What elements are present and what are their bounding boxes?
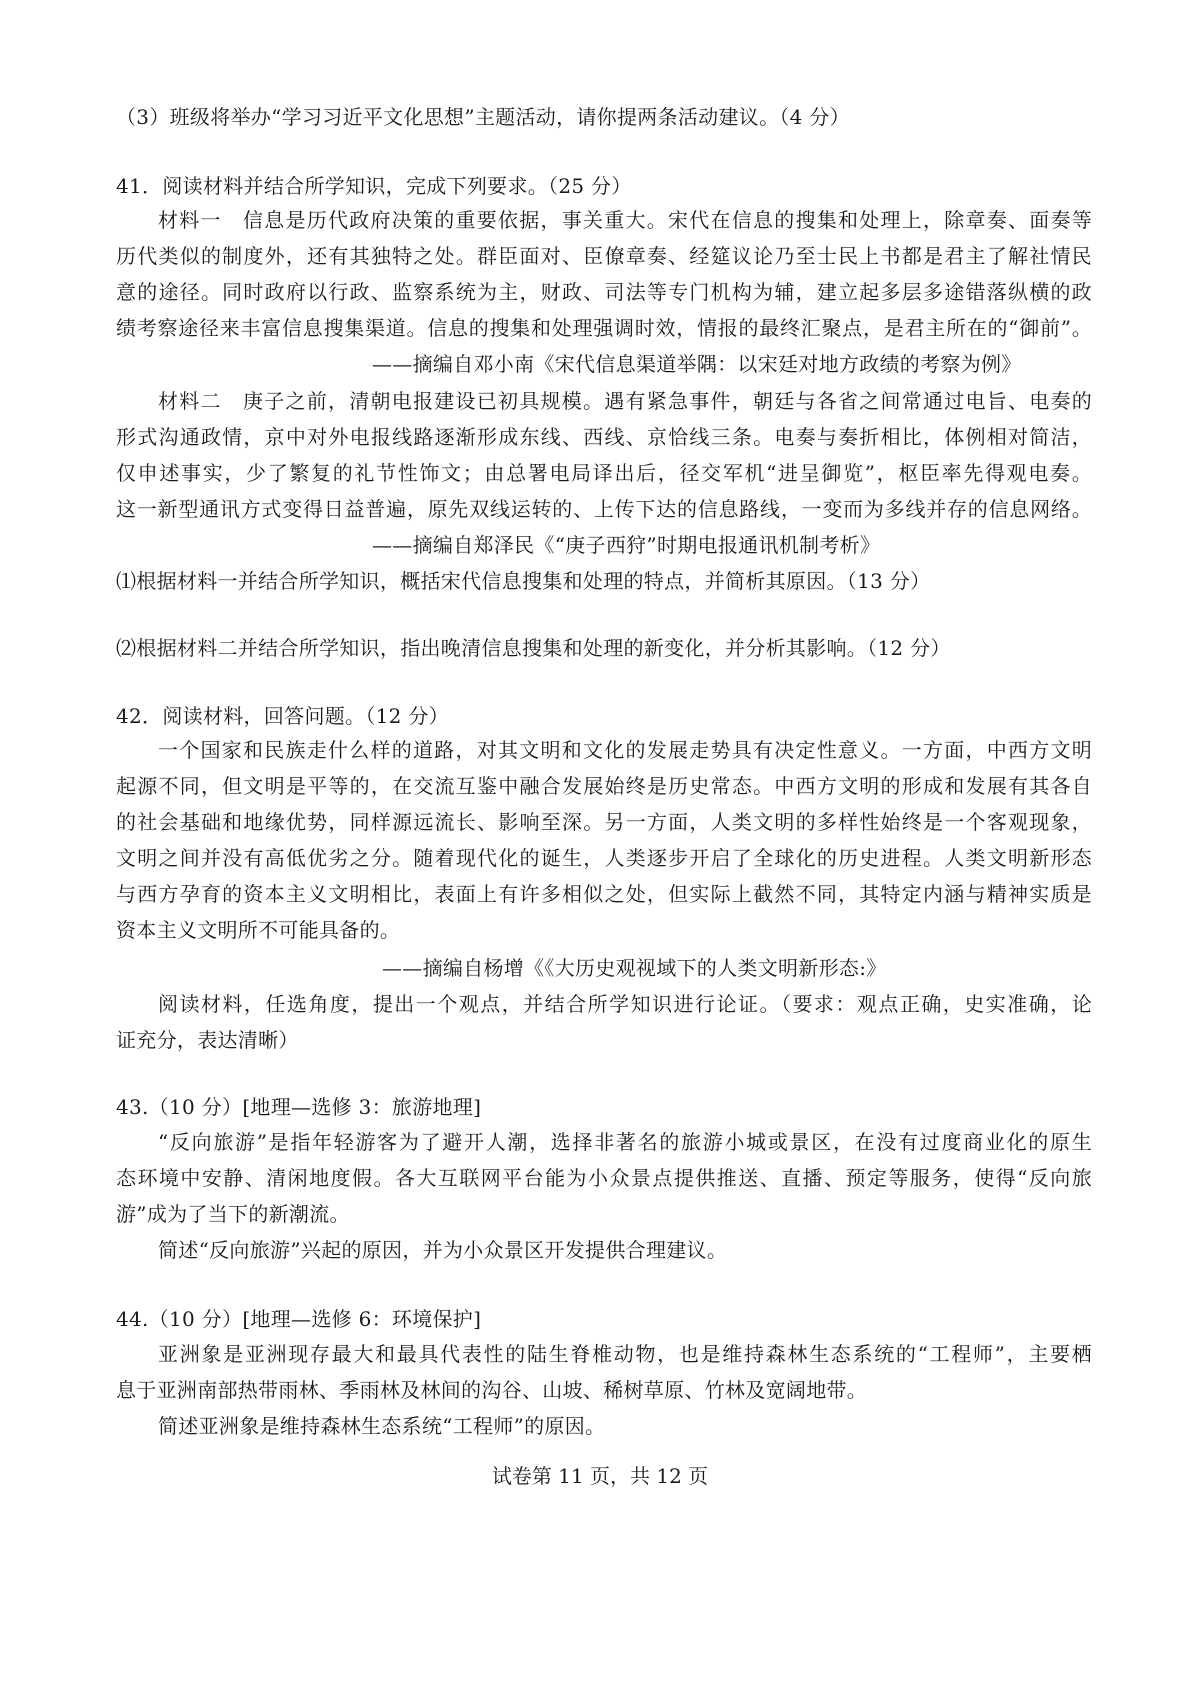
page-footer: 试卷第 11 页，共 12 页 [491,1464,709,1488]
q44-task: 简述亚洲象是维持森林生态系统“工程师”的原因。 [158,1414,606,1438]
q41-material2-line: 仅申述事实，少了繁复的礼节性饰文；由总署电局译出后，径交军机“进呈御览”，枢臣率先得观电奏。 [116,461,1092,485]
q44-body-line: 亚洲象是亚洲现存最大和最具代表性的陆生脊椎动物，也是维持森林生态系统的“工程师”，主要栖 [158,1342,1092,1366]
q42-body-line: 一个国家和民族走什么样的道路，对其文明和文化的发展走势具有决定性意义。一方面，中西方文明 [158,738,1092,762]
q43-body-line: 游”成为了当下的新潮流。 [116,1202,350,1226]
q42-body-line: 与西方孕育的资本主义文明相比，表面上有许多相似之处，但实际上截然不同，其特定内涵与精神实质是 [116,882,1092,906]
q41-material1-source: ——摘编自邓小南《宋代信息渠道举隅：以宋廷对地方政绩的考察为例》 [372,352,1022,376]
q41-material2-line: 形式沟通政情，京中对外电报线路逐渐形成东线、西线、京恰线三条。电奏与奏折相比，体例相对简洁， [116,425,1092,449]
q41-material1-line: 意的途径。同时政府以行政、监察系统为主，财政、司法等专门机构为辅，建立起多层多途错落纵横的政 [116,280,1092,304]
q42-body-line: 资本主义文明所不可能具备的。 [116,918,401,942]
q41-material2-line: 材料二 庚子之前，清朝电报建设已初具规模。遇有紧急事件，朝廷与各省之间常通过电旨、电奏的 [158,389,1092,413]
q42-task-line: 阅读材料，任选角度，提出一个观点，并结合所学知识进行论证。（要求：观点正确，史实准确，论 [158,992,1092,1016]
q41-sub2: ⑵根据材料二并结合所学知识，指出晚清信息搜集和处理的新变化，并分析其影响。（12 分） [116,636,951,660]
q40-sub3: （3）班级将举办“学习习近平文化思想”主题活动，请你提两条活动建议。（4 分） [116,105,850,129]
q44-body-line: 息于亚洲南部热带雨林、季雨林及林间的沟谷、山坡、稀树草原、竹林及宽阔地带。 [116,1378,868,1402]
q41-header: 41．阅读材料并结合所学知识，完成下列要求。（25 分） [116,174,632,198]
q41-material1-line: 历代类似的制度外，还有其独特之处。群臣面对、臣僚章奏、经筵议论乃至士民上书都是君主了解社情民 [116,244,1092,268]
q41-material1-line: 绩考察途径来丰富信息搜集渠道。信息的搜集和处理强调时效，情报的最终汇聚点，是君主所在的“御前”。 [116,316,1092,340]
q42-source: ——摘编自杨增《《大历史观视域下的人类文明新形态:》 [382,956,887,980]
q42-header: 42．阅读材料，回答问题。（12 分） [116,704,449,728]
q41-material2-source: ——摘编自郑泽民《“庚子西狩”时期电报通讯机制考析》 [372,533,881,557]
q43-task: 简述“反向旅游”兴起的原因，并为小众景区开发提供合理建议。 [158,1238,728,1262]
q43-header: 43.（10 分）[地理—选修 3：旅游地理] [116,1095,482,1119]
q43-body-line: “反向旅游”是指年轻游客为了避开人潮，选择非著名的旅游小城或景区，在没有过度商业化的原生 [158,1130,1092,1154]
q42-task-line: 证充分，表达清晰） [116,1028,299,1052]
q43-body-line: 态环境中安静、清闲地度假。各大互联网平台能为小众景点提供推送、直播、预定等服务，使得“反向旅 [116,1166,1092,1190]
q42-body-line: 起源不同，但文明是平等的，在交流互鉴中融合发展始终是历史常态。中西方文明的形成和发展有其各自 [116,774,1092,798]
q42-body-line: 文明之间并没有高低优劣之分。随着现代化的诞生，人类逐步开启了全球化的历史进程。人类文明新形态 [116,846,1092,870]
q41-material1-line: 材料一 信息是历代政府决策的重要依据，事关重大。宋代在信息的搜集和处理上，除章奏、面奏等 [158,208,1092,232]
q41-sub1: ⑴根据材料一并结合所学知识，概括宋代信息搜集和处理的特点，并简析其原因。（13 分） [116,569,931,593]
q41-material2-line: 这一新型通讯方式变得日益普遍，原先双线运转的、上传下达的信息路线，一变而为多线并存的信息网络。 [116,497,1092,521]
q42-body-line: 的社会基础和地缘优势，同样源远流长、影响至深。另一方面，人类文明的多样性始终是一个客观现象， [116,810,1092,834]
q44-header: 44.（10 分）[地理—选修 6：环境保护] [116,1307,482,1331]
